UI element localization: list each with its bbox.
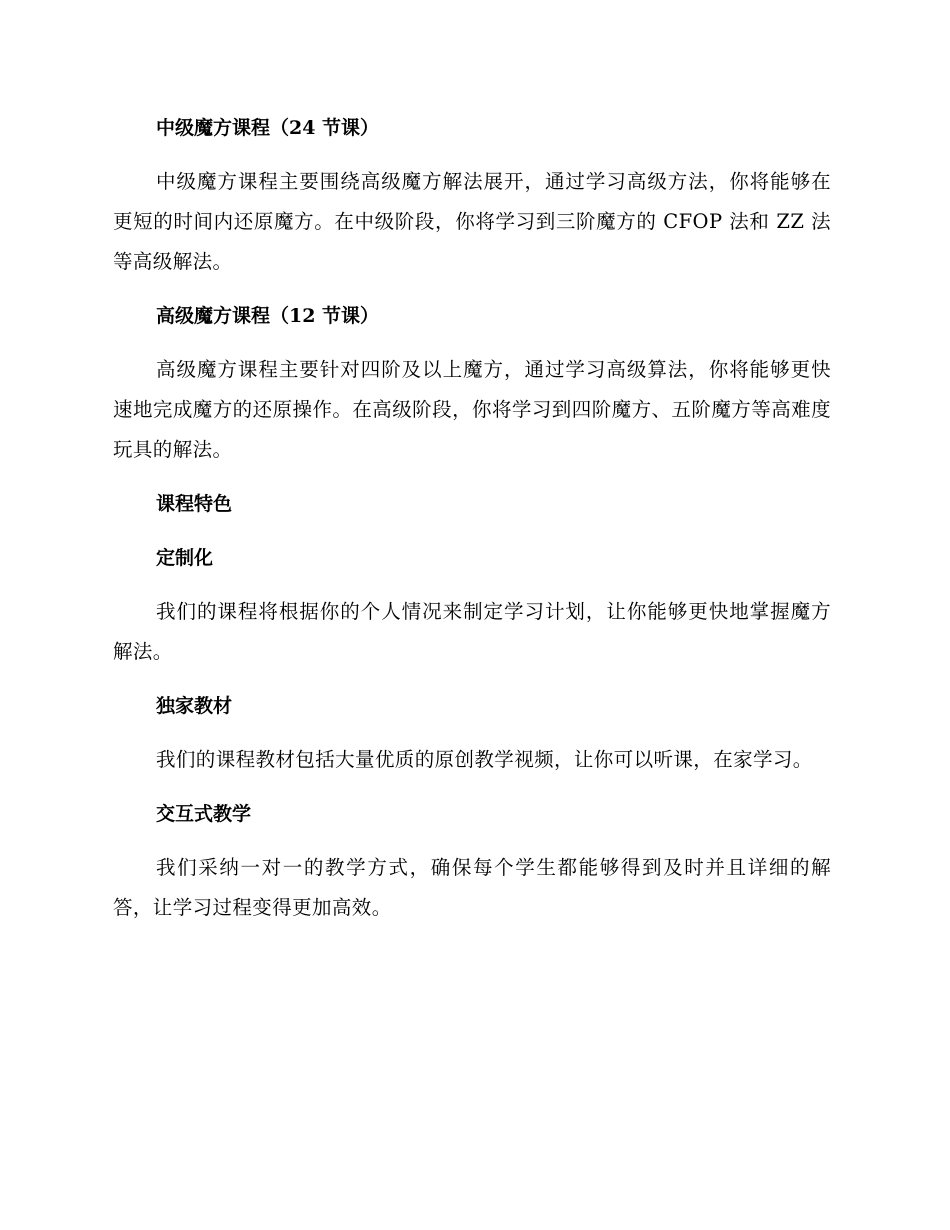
section-heading-intermediate: 中级魔方课程（24 节课） (156, 117, 380, 139)
section-heading-advanced: 高级魔方课程（12 节课） (156, 305, 380, 327)
feature-heading-exclusive-materials: 独家教材 (156, 695, 233, 717)
section-body-advanced: 高级魔方课程主要针对四阶及以上魔方，通过学习高级算法，你将能够更快速地完成魔方的还原操作。在高级阶段，你将学习到四阶魔方、五阶魔方等高难度玩具的解法。 (113, 358, 831, 461)
feature-body-exclusive-materials: 我们的课程教材包括大量优质的原创教学视频，让你可以听课，在家学习。 (156, 748, 813, 771)
document-content (113, 108, 831, 928)
features-title: 课程特色 (156, 493, 233, 515)
feature-body-interactive-teaching: 我们采纳一对一的教学方式，确保每个学生都能够得到及时并且详细的解答，让学习过程变得更加高效。 (113, 856, 831, 919)
feature-heading-interactive-teaching: 交互式教学 (156, 803, 252, 825)
feature-heading-customized: 定制化 (156, 547, 214, 569)
section-body-intermediate: 中级魔方课程主要围绕高级魔方解法展开，通过学习高级方法，你将能够在更短的时间内还原魔方。在中级阶段，你将学习到三阶魔方的 CFOP 法和 ZZ 法等高级解法。 (113, 170, 831, 273)
feature-body-customized: 我们的课程将根据你的个人情况来制定学习计划，让你能够更快地掌握魔方解法。 (113, 600, 831, 663)
